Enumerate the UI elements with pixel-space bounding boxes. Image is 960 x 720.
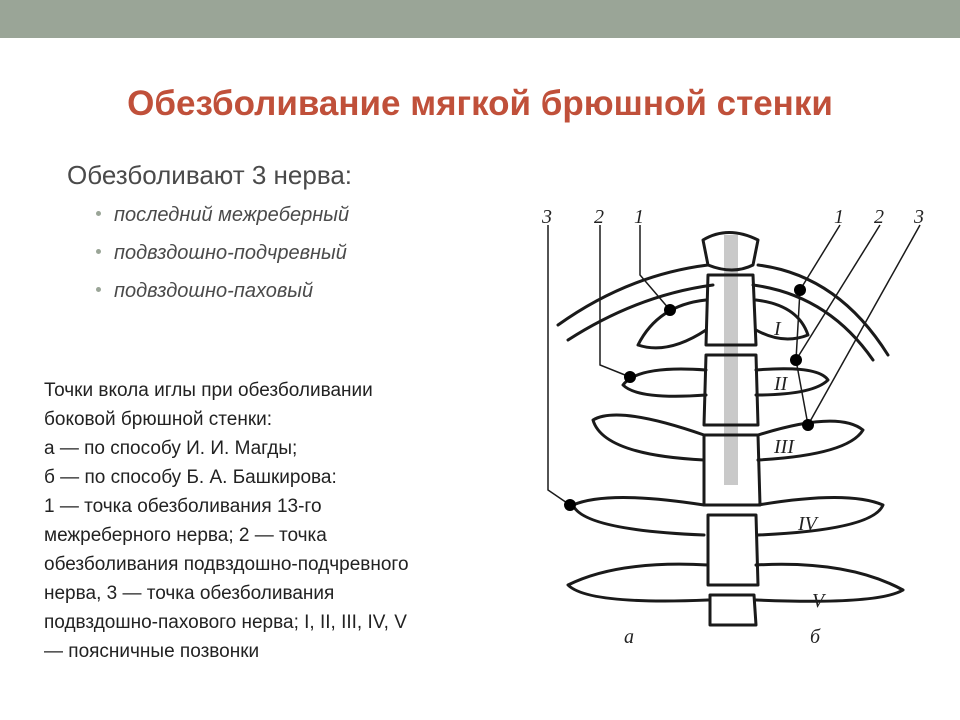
point-right-1 <box>794 284 806 296</box>
process-III-left <box>593 415 704 460</box>
bullet-dot-icon <box>96 287 101 292</box>
side-label-a: а <box>624 626 634 648</box>
caption-line: 1 — точка обезболивания 13-го <box>44 496 322 517</box>
process-IV-right <box>758 498 883 536</box>
caption-line: подвздошно-пахового нерва; I, II, III, IV, V <box>44 612 407 633</box>
caption-line: нерва, 3 — точка обезболивания <box>44 583 335 604</box>
label-right-1: 1 <box>834 206 844 228</box>
point-left-3 <box>564 499 576 511</box>
slide-title: Обезболивание мягкой брюшной стенки <box>127 84 833 123</box>
rib-arc-left <box>558 265 708 325</box>
process-II-left <box>623 369 706 396</box>
label-right-2: 2 <box>874 206 884 228</box>
vertebra-label-IV: IV <box>798 513 817 535</box>
process-I-right <box>756 300 808 339</box>
bullet-item: последний межреберный <box>96 204 349 242</box>
label-left-2: 2 <box>594 206 604 228</box>
vertebra-label-II: II <box>774 373 788 395</box>
bullet-dot-icon <box>96 249 101 254</box>
bullet-dot-icon <box>96 211 101 216</box>
vertebra-label-III: III <box>774 436 794 458</box>
caption-line: межреберного нерва; 2 — точка <box>44 525 327 546</box>
subheading: Обезболивают 3 нерва: <box>67 160 353 190</box>
process-V-right <box>756 564 903 601</box>
vertebra-label-I: I <box>774 318 781 340</box>
top-bar <box>0 0 960 38</box>
caption-line: — поясничные позвонки <box>44 641 260 662</box>
caption-line: обезболивания подвздошно-подчревного <box>44 554 409 575</box>
bullet-item: подвздошно-паховый <box>96 280 349 318</box>
process-II-right <box>756 369 828 395</box>
needle-line-right-3 <box>808 225 920 425</box>
figure-caption <box>44 376 514 666</box>
needle-line-right-2 <box>796 225 880 360</box>
spine-diagram <box>528 205 928 650</box>
point-left-2 <box>624 371 636 383</box>
label-right-3: 3 <box>914 206 924 228</box>
needle-line-left-2 <box>600 225 630 377</box>
bullet-item: подвздошно-подчревный <box>96 242 349 280</box>
process-IV-left <box>573 498 704 536</box>
bullet-list <box>96 204 349 318</box>
process-V-left <box>568 564 708 601</box>
spinal-canal-shading <box>724 235 738 485</box>
caption-line: а — по способу И. И. Магды; <box>44 438 298 459</box>
point-right-2 <box>790 354 802 366</box>
vertebra-body-4 <box>708 515 758 585</box>
needle-line-left-3 <box>548 225 570 505</box>
rib-arc-left-inner <box>568 285 713 340</box>
caption-line: боковой брюшной стенки: <box>44 409 273 430</box>
point-left-1 <box>664 304 676 316</box>
side-label-b: б <box>810 626 821 648</box>
vertebra-body-5 <box>710 595 756 625</box>
caption-line: б — по способу Б. А. Башкирова: <box>44 467 337 488</box>
rib-arc-right-inner <box>753 285 873 360</box>
point-right-3 <box>802 419 814 431</box>
vertebra-label-V: V <box>812 590 825 612</box>
caption-line: Точки вкола иглы при обезболивании <box>44 380 373 401</box>
label-left-1: 1 <box>634 206 644 228</box>
needle-line-right-1 <box>800 225 840 290</box>
label-left-3: 3 <box>542 206 552 228</box>
